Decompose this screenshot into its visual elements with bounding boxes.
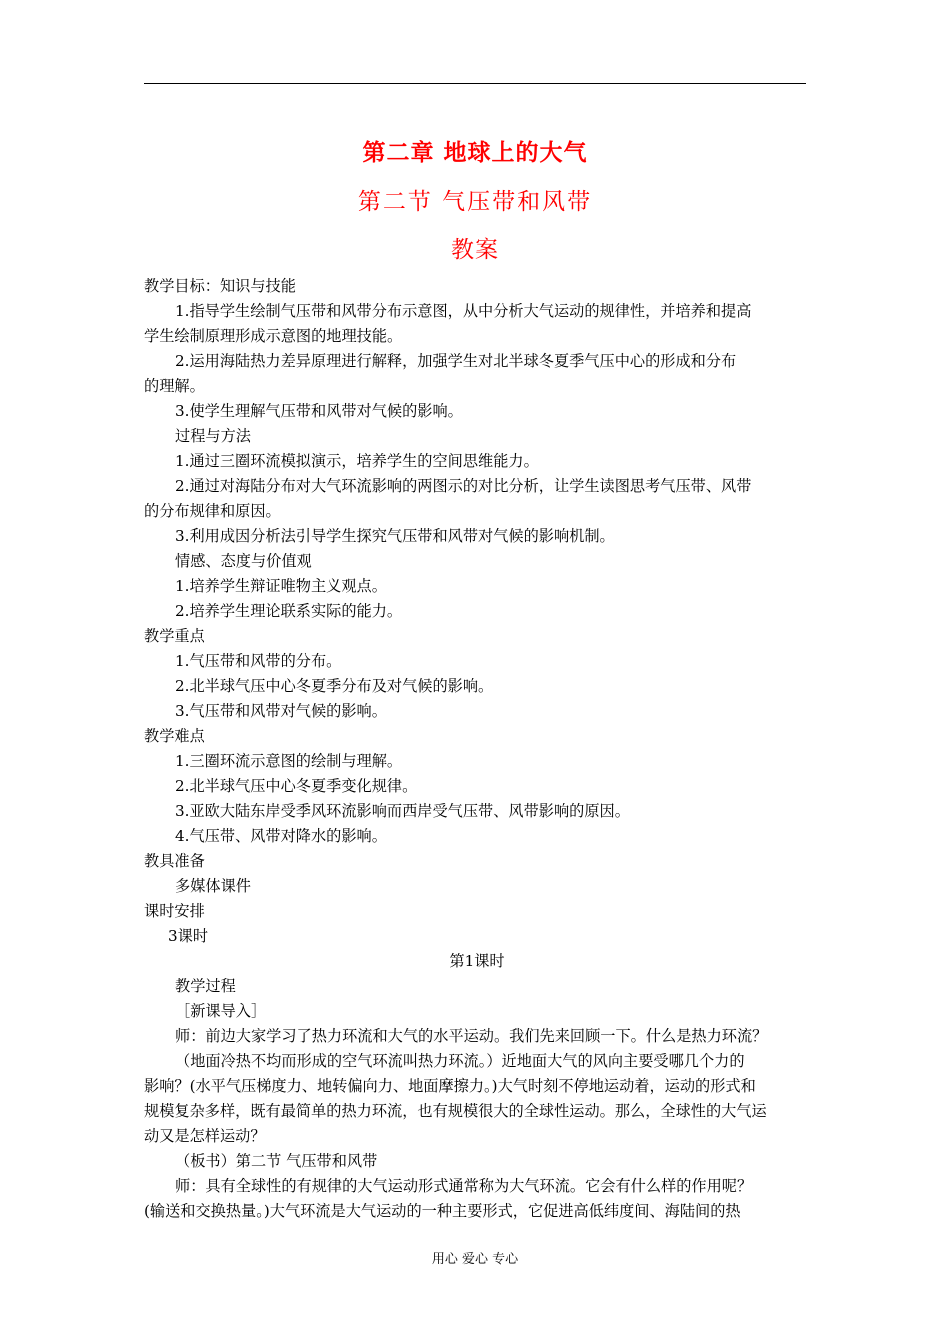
- text-line: 1.培养学生辩证唯物主义观点。: [175, 577, 387, 595]
- text-line: (输送和交换热量。)大气环流是大气运动的一种主要形式，它促进高低纬度间、海陆间的热: [144, 1202, 741, 1220]
- section-title: 第二节 气压带和风带: [357, 189, 593, 215]
- text-line: 规模复杂多样，既有最简单的热力环流，也有规模很大的全球性运动。那么，全球性的大气运: [144, 1102, 767, 1120]
- text-line: 3.气压带和风带对气候的影响。: [175, 702, 387, 720]
- text-line: 1.气压带和风带的分布。: [175, 652, 342, 670]
- text-line: 师：前边大家学习了热力环流和大气的水平运动。我们先来回顾一下。什么是热力环流？: [175, 1027, 768, 1045]
- document-body: [144, 274, 810, 1224]
- text-line: 多媒体课件: [175, 877, 251, 895]
- text-line: 2.北半球气压中心冬夏季分布及对气候的影响。: [175, 677, 494, 695]
- text-line: 1.指导学生绘制气压带和风带分布示意图，从中分析大气运动的规律性，并培养和提高: [175, 302, 752, 320]
- text-line: 2.运用海陆热力差异原理进行解释，加强学生对北半球冬夏季气压中心的形成和分布: [175, 352, 737, 370]
- text-line: 的理解。: [144, 377, 205, 395]
- text-line: （地面冷热不均而形成的空气环流叫热力环流。）近地面大气的风向主要受哪几个力的: [175, 1052, 745, 1070]
- text-line: 影响？(水平气压梯度力、地转偏向力、地面摩擦力。)大气时刻不停地运动着，运动的形式和: [144, 1077, 756, 1095]
- text-line: 教学目标：知识与技能: [144, 277, 296, 295]
- text-line: 教学难点: [144, 727, 205, 745]
- text-line: 2.培养学生理论联系实际的能力。: [175, 602, 403, 620]
- text-line: 学生绘制原理形成示意图的地理技能。: [144, 327, 403, 345]
- doc-type-title: 教案: [451, 237, 499, 263]
- text-line: 1.三圈环流示意图的绘制与理解。: [175, 752, 403, 770]
- page-footer: 用心 爱心 专心: [431, 1252, 519, 1267]
- text-line: （板书）第二节 气压带和风带: [175, 1152, 378, 1170]
- text-line: 师：具有全球性的有规律的大气运动形式通常称为大气环流。它会有什么样的作用呢？: [175, 1177, 753, 1195]
- text-line: 教学重点: [144, 627, 205, 645]
- text-line: 教具准备: [144, 852, 205, 870]
- text-line: 过程与方法: [175, 427, 251, 445]
- chapter-title: 第二章 地球上的大气: [362, 140, 588, 166]
- text-line: 3.使学生理解气压带和风带对气候的影响。: [175, 402, 463, 420]
- text-line: 1.通过三圈环流模拟演示，培养学生的空间思维能力。: [175, 452, 539, 470]
- text-line: 4.气压带、风带对降水的影响。: [175, 827, 387, 845]
- text-line: 第1课时: [449, 952, 505, 970]
- text-line: 3.亚欧大陆东岸受季风环流影响而西岸受气压带、风带影响的原因。: [175, 802, 630, 820]
- text-line: 的分布规律和原因。: [144, 502, 281, 520]
- header-rule: [144, 83, 806, 84]
- text-line: 3课时: [168, 927, 209, 945]
- text-line: ［新课导入］: [175, 1002, 267, 1020]
- text-line: 动又是怎样运动？: [144, 1127, 266, 1145]
- text-line: 2.北半球气压中心冬夏季变化规律。: [175, 777, 418, 795]
- text-line: 2.通过对海陆分布对大气环流影响的两图示的对比分析，让学生读图思考气压带、风带: [175, 477, 752, 495]
- text-line: 3.利用成因分析法引导学生探究气压带和风带对气候的影响机制。: [175, 527, 615, 545]
- text-line: 教学过程: [175, 977, 236, 995]
- text-line: 情感、态度与价值观: [175, 552, 312, 570]
- text-line: 课时安排: [144, 902, 205, 920]
